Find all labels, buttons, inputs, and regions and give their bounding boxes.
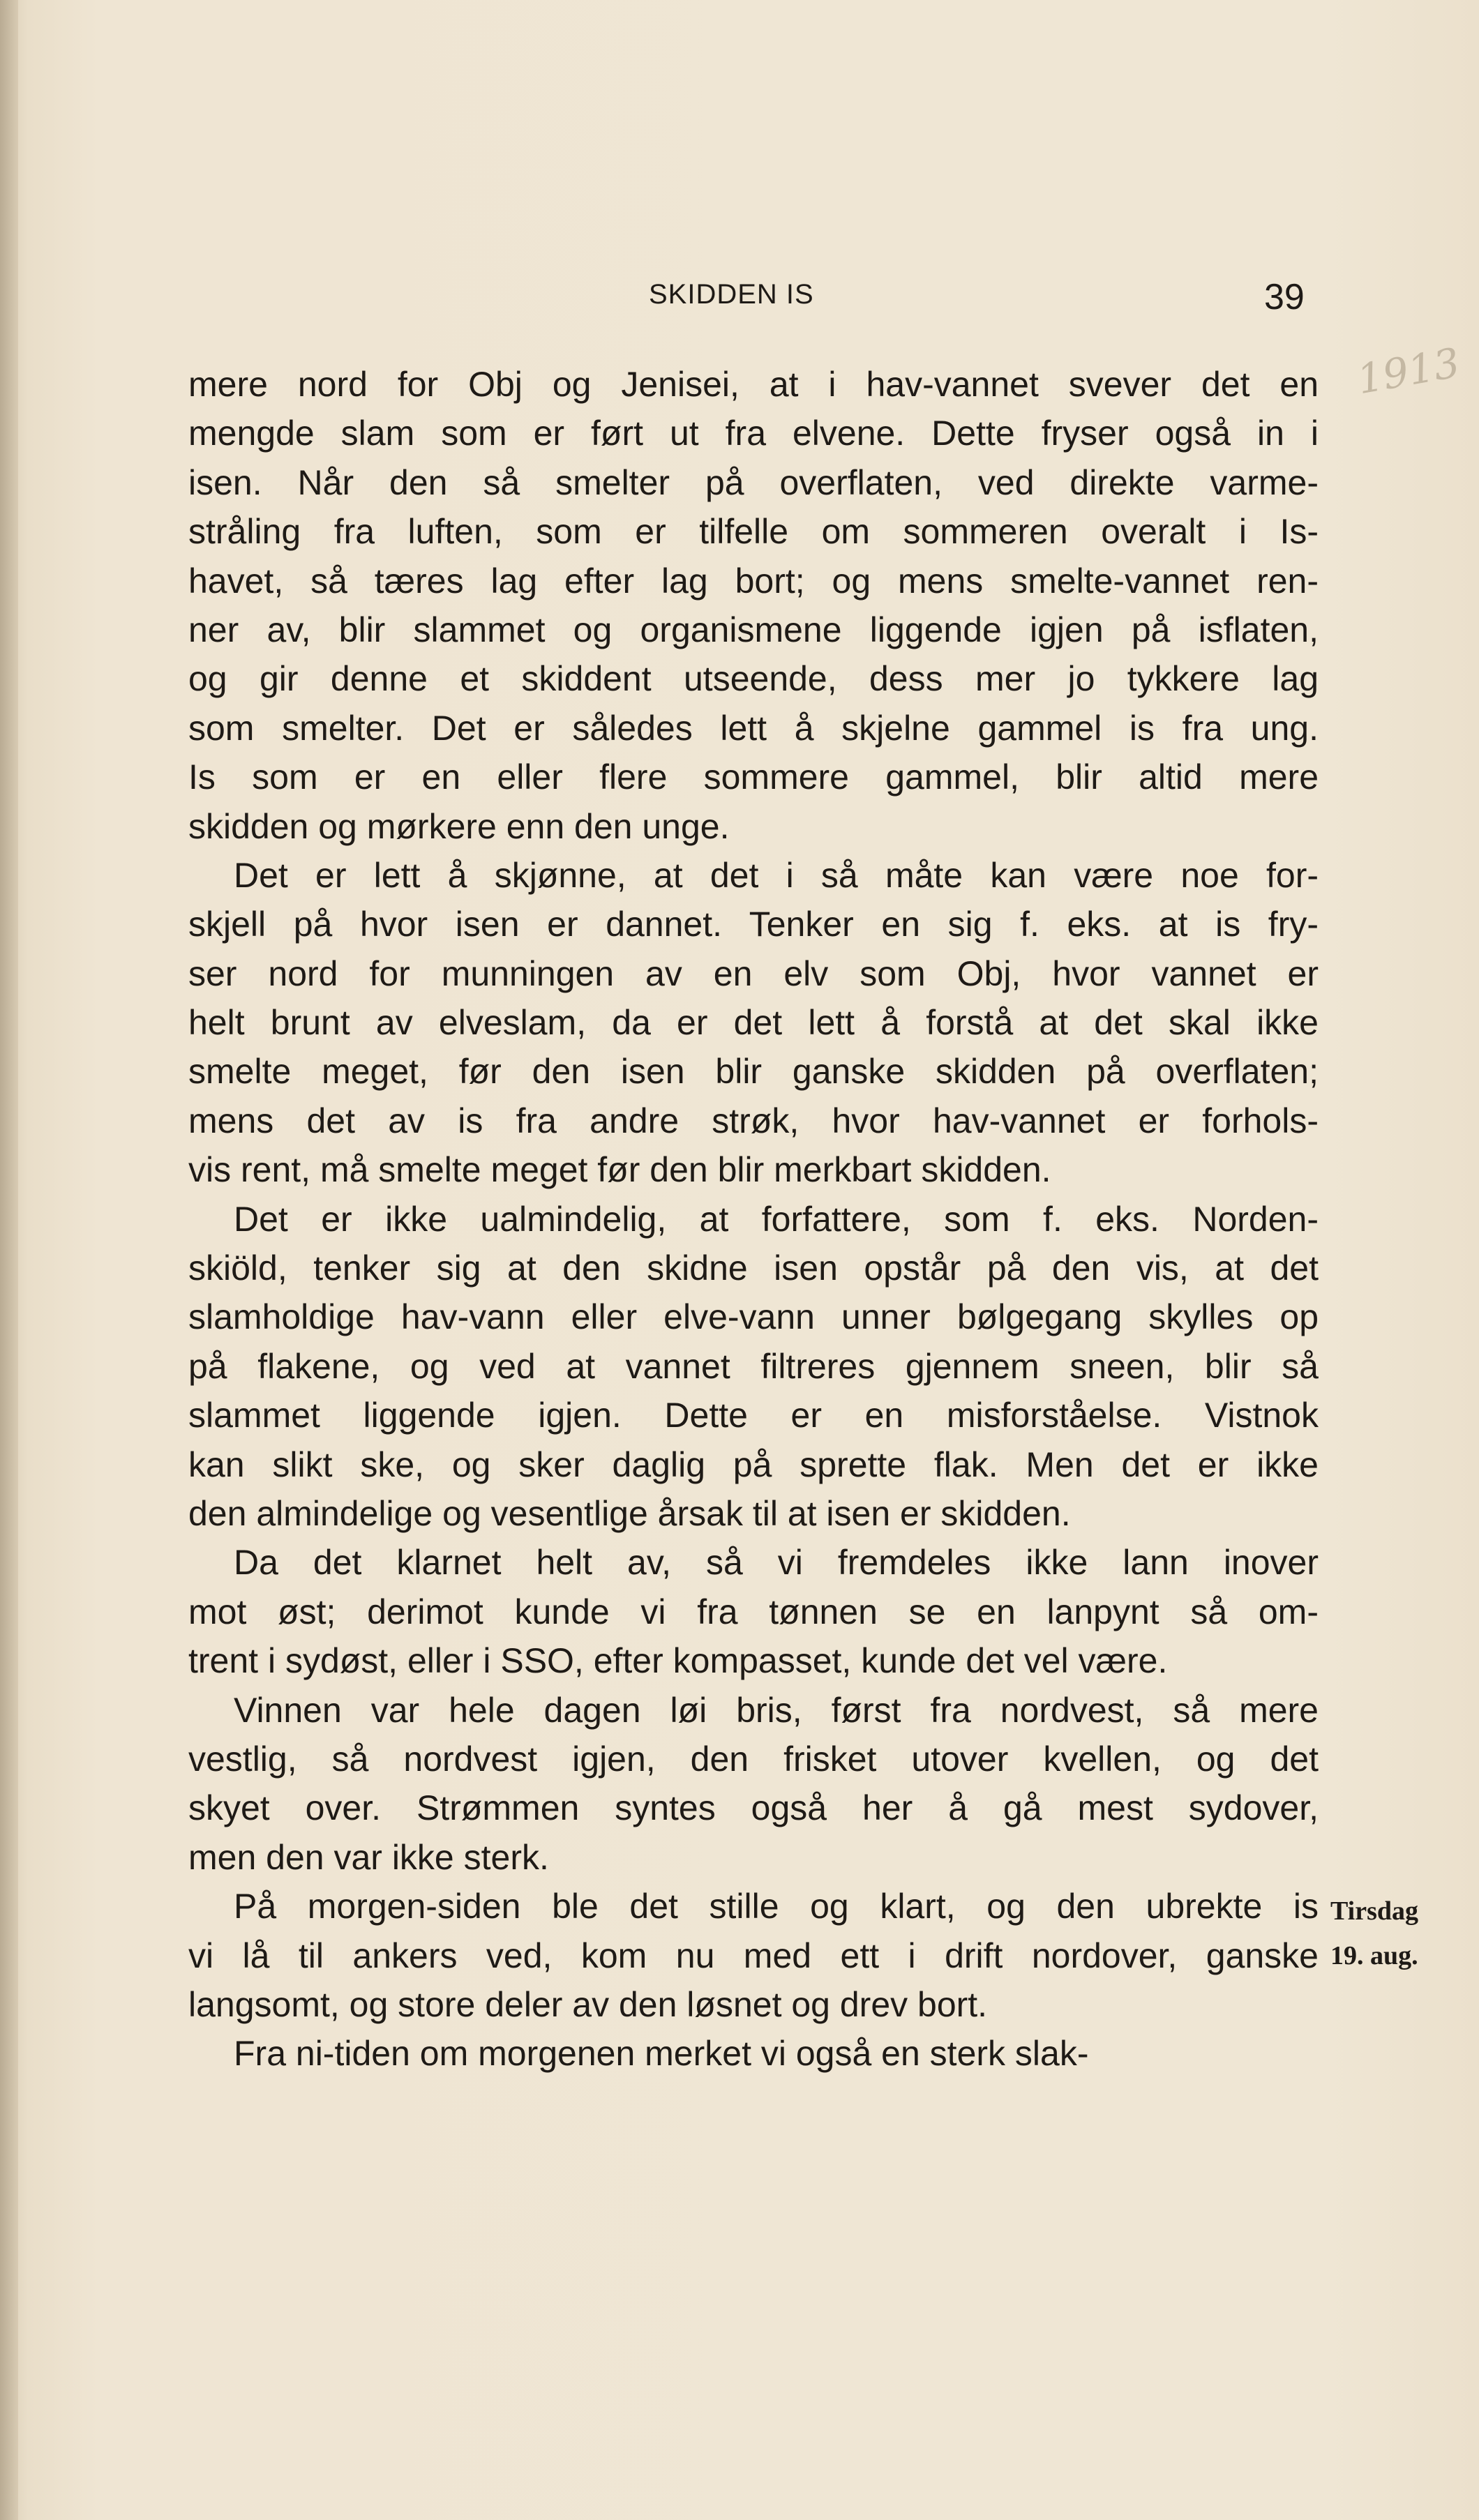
text-line: skiöld, tenker sig at den skidne isen opstår på den vis, at det <box>188 1248 1319 1288</box>
text-line: isen. Når den så smelter på overflaten, ved direkte varme- <box>188 462 1319 502</box>
text-line: mens det av is fra andre strøk, hvor hav-vannet er forhols- <box>188 1101 1319 1140</box>
text-line: smelte meget, før den isen blir ganske skidden på overflaten; <box>188 1052 1319 1092</box>
margin-note-date: 19. aug. <box>1330 1941 1418 1970</box>
text-line: kan slikt ske, og sker daglig på sprette flak. Men det er ikke <box>188 1444 1319 1484</box>
text-line: stråling fra luften, som er tilfelle om sommeren overalt i Is- <box>188 512 1319 552</box>
text-line: skidden og mørkere enn den unge. <box>188 806 730 846</box>
text-line: helt brunt av elveslam, da er det lett å forstå at det skal ikke <box>188 1003 1319 1043</box>
paragraph-first-line: Da det klarnet helt av, så vi fremdeles ikke lann inover <box>234 1543 1319 1583</box>
handwritten-annotation: 1913 <box>1353 338 1464 404</box>
text-line: trent i sydøst, eller i SSO, efter kompasset, kunde det vel være. <box>188 1641 1168 1681</box>
text-line: den almindelige og vesentlige årsak til at isen er skidden. <box>188 1493 1071 1533</box>
paragraph-first-line: Fra ni-tiden om morgenen merket vi også en sterk slak- <box>234 2034 1089 2074</box>
paragraph-first-line: På morgen-siden ble det stille og klart, og den ubrekte is <box>234 1887 1319 1926</box>
text-line: mengde slam som er ført ut fra elvene. Dette fryser også in i <box>188 414 1319 453</box>
text-line: havet, så tæres lag efter lag bort; og mens smelte-vannet ren- <box>188 561 1319 601</box>
text-line: langsomt, og store deler av den løsnet og drev bort. <box>188 1984 988 2024</box>
text-line: mere nord for Obj og Jenisei, at i hav-vannet svever det en <box>188 365 1319 404</box>
text-line: mot øst; derimot kunde vi fra tønnen se en lanpynt så om- <box>188 1592 1319 1631</box>
text-line: vi lå til ankers ved, kom nu med ett i drift nordover, ganske <box>188 1936 1319 1975</box>
text-line: men den var ikke sterk. <box>188 1837 549 1877</box>
text-line: vestlig, så nordvest igjen, den frisket utover kvellen, og det <box>188 1739 1319 1779</box>
margin-note-weekday: Tirsdag <box>1330 1896 1419 1926</box>
text-line: slammet liggende igjen. Dette er en misforståelse. Vistnok <box>188 1396 1319 1435</box>
running-title: SKIDDEN IS <box>649 279 814 310</box>
text-line: Is som er en eller flere sommere gammel, blir altid mere <box>188 757 1319 797</box>
text-line: og gir denne et skiddent utseende, dess mer jo tykkere lag <box>188 659 1319 699</box>
text-line: ner av, blir slammet og organismene liggende igjen på isflaten, <box>188 610 1319 649</box>
paragraph-first-line: Vinnen var hele dagen løi bris, først fra nordvest, så mere <box>234 1690 1319 1730</box>
paragraph-first-line: Det er ikke ualmindelig, at forfattere, som f. eks. Norden- <box>234 1199 1319 1239</box>
text-line: skjell på hvor isen er dannet. Tenker en sig f. eks. at is fry- <box>188 905 1319 944</box>
text-line: ser nord for munningen av en elv som Obj, hvor vannet er <box>188 953 1319 993</box>
text-line: vis rent, må smelte meget før den blir merkbart skidden. <box>188 1150 1051 1190</box>
page-number: 39 <box>1264 277 1305 317</box>
text-line: på flakene, og ved at vannet filtreres gjennem sneen, blir så <box>188 1346 1319 1386</box>
text-line: som smelter. Det er således lett å skjelne gammel is fra ung. <box>188 708 1319 748</box>
text-line: skyet over. Strømmen syntes også her å gå mest sydover, <box>188 1788 1319 1828</box>
text-line: slamholdige hav-vann eller elve-vann unner bølgegang skylles op <box>188 1297 1319 1337</box>
page-gutter <box>0 0 18 2520</box>
body-text <box>188 360 1319 2078</box>
paragraph-first-line: Det er lett å skjønne, at det i så måte kan være noe for- <box>234 855 1319 895</box>
